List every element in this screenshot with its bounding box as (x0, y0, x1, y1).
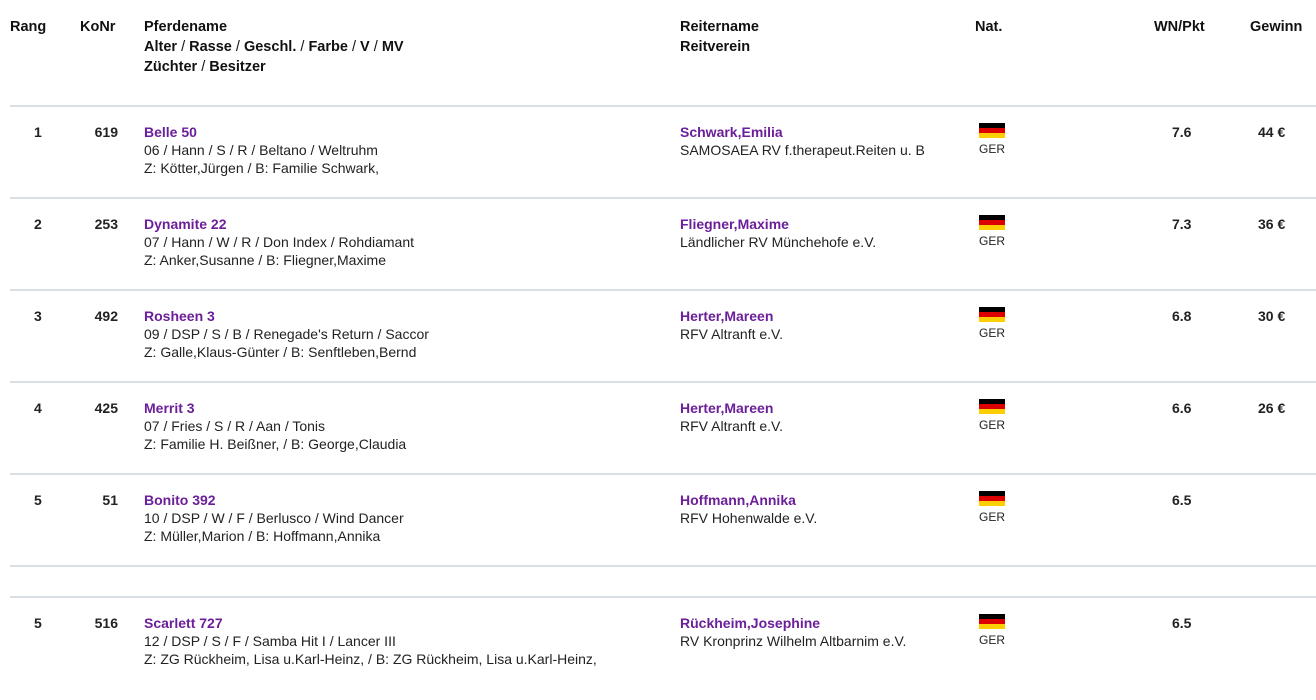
header-konr: KoNr (80, 19, 116, 35)
header-separator: / (177, 39, 190, 55)
header-field: Besitzer (209, 59, 266, 75)
header-nat: Nat. (975, 19, 1003, 35)
nation-code: GER (978, 633, 1005, 647)
breeder-owner: Z: Familie H. Beißner, / B: George,Claudia (144, 436, 407, 452)
germany-flag-icon (979, 614, 1005, 629)
horse-details: 07 / Hann / W / R / Don Index / Rohdiamant (144, 234, 415, 250)
rank: 4 (34, 400, 42, 416)
rider-cell (680, 614, 970, 650)
header-rang: Rang (10, 19, 47, 35)
start-number: 516 (94, 615, 118, 631)
rider-club: Ländlicher RV Münchehofe e.V. (680, 234, 877, 250)
nation-cell (978, 614, 1006, 647)
rider-name-link[interactable]: Rückheim,Josephine (680, 615, 821, 631)
row-divider (10, 596, 1316, 598)
breeder-owner: Z: Anker,Susanne / B: Fliegner,Maxime (144, 252, 387, 268)
nation-code: GER (978, 326, 1005, 340)
horse-name-link[interactable]: Scarlett 727 (144, 615, 223, 631)
rider-name-link[interactable]: Herter,Mareen (680, 308, 774, 324)
start-number: 619 (94, 124, 118, 140)
germany-flag-icon (979, 215, 1005, 230)
rider-club: SAMOSAEA RV f.therapeut.Reiten u. B (680, 142, 925, 158)
horse-name-link[interactable]: Rosheen 3 (144, 308, 215, 324)
horse-details: 12 / DSP / S / F / Samba Hit I / Lancer III (144, 633, 396, 649)
prize-money: 44 € (1258, 124, 1286, 140)
nation-cell (978, 307, 1006, 340)
header-pferd-line2 (144, 37, 404, 57)
germany-flag-icon (979, 307, 1005, 322)
rank: 2 (34, 216, 42, 232)
horse-cell (144, 399, 644, 453)
header-pferd-line3 (144, 57, 404, 77)
header-field: V (360, 39, 370, 55)
header-pferdename (144, 17, 404, 77)
header-separator: / (296, 39, 309, 55)
horse-name-link[interactable]: Dynamite 22 (144, 216, 227, 232)
horse-details: 10 / DSP / W / F / Berlusco / Wind Dancer (144, 510, 404, 526)
start-number: 51 (102, 492, 118, 508)
score: 7.6 (1172, 124, 1192, 140)
germany-flag-icon (979, 123, 1005, 138)
rider-cell (680, 491, 970, 527)
header-reiter-line1: Reitername (680, 19, 759, 35)
results-table-header (0, 0, 1316, 106)
header-reiter-line2: Reitverein (680, 39, 751, 55)
nation-code: GER (978, 510, 1005, 524)
row-divider (10, 565, 1316, 567)
nation-cell (978, 491, 1006, 524)
breeder-owner: Z: Kötter,Jürgen / B: Familie Schwark, (144, 160, 379, 176)
rider-club: RFV Altranft e.V. (680, 326, 783, 342)
prize-money: 26 € (1258, 400, 1286, 416)
rank: 5 (34, 492, 42, 508)
score: 7.3 (1172, 216, 1192, 232)
rider-cell (680, 307, 970, 343)
score: 6.5 (1172, 615, 1192, 631)
header-separator: / (369, 39, 382, 55)
header-reitername (680, 17, 759, 57)
nation-code: GER (978, 234, 1005, 248)
header-wn-pkt: WN/Pkt (1154, 19, 1205, 35)
rider-name-link[interactable]: Hoffmann,Annika (680, 492, 796, 508)
horse-cell (144, 491, 644, 545)
nation-cell (978, 399, 1006, 432)
row-divider (10, 289, 1316, 291)
rider-club: RFV Hohenwalde e.V. (680, 510, 818, 526)
horse-cell (144, 123, 644, 177)
horse-cell (144, 307, 644, 361)
breeder-owner: Z: ZG Rückheim, Lisa u.Karl-Heinz, / B: ZG Rückheim, Lisa u.Karl-Heinz, (144, 651, 597, 667)
prize-money: 30 € (1258, 308, 1286, 324)
header-field: Rasse (189, 39, 232, 55)
rider-name-link[interactable]: Fliegner,Maxime (680, 216, 789, 232)
header-field: MV (381, 39, 404, 55)
start-number: 492 (94, 308, 118, 324)
rider-cell (680, 399, 970, 435)
score: 6.8 (1172, 308, 1192, 324)
header-field: Farbe (308, 39, 348, 55)
row-divider (10, 473, 1316, 475)
row-divider (10, 197, 1316, 199)
rider-name-link[interactable]: Herter,Mareen (680, 400, 774, 416)
start-number: 425 (94, 400, 118, 416)
prize-money: 36 € (1258, 216, 1286, 232)
breeder-owner: Z: Galle,Klaus-Günter / B: Senftleben,Bernd (144, 344, 417, 360)
start-number: 253 (94, 216, 118, 232)
rider-name-link[interactable]: Schwark,Emilia (680, 124, 783, 140)
nation-cell (978, 123, 1006, 156)
rider-club: RV Kronprinz Wilhelm Altbarnim e.V. (680, 633, 907, 649)
breeder-owner: Z: Müller,Marion / B: Hoffmann,Annika (144, 528, 381, 544)
header-pferd-line1: Pferdename (144, 19, 228, 35)
score: 6.6 (1172, 400, 1192, 416)
rider-cell (680, 123, 970, 159)
header-separator: / (347, 39, 361, 55)
horse-details: 07 / Fries / S / R / Aan / Tonis (144, 418, 326, 434)
nation-cell (978, 215, 1006, 248)
row-divider (10, 105, 1316, 107)
horse-details: 09 / DSP / S / B / Renegade's Return / Saccor (144, 326, 429, 342)
header-field: Züchter (144, 59, 198, 75)
horse-cell (144, 215, 644, 269)
rank: 1 (34, 124, 42, 140)
header-separator: / (231, 39, 244, 55)
nation-code: GER (978, 418, 1005, 432)
horse-details: 06 / Hann / S / R / Beltano / Weltruhm (144, 142, 378, 158)
rider-club: RFV Altranft e.V. (680, 418, 783, 434)
row-divider (10, 381, 1316, 383)
rank: 5 (34, 615, 42, 631)
horse-cell (144, 614, 644, 668)
rank: 3 (34, 308, 42, 324)
header-gewinn: Gewinn (1250, 19, 1303, 35)
germany-flag-icon (979, 491, 1005, 506)
header-field: Geschl. (243, 39, 297, 55)
rider-cell (680, 215, 970, 251)
score: 6.5 (1172, 492, 1192, 508)
germany-flag-icon (979, 399, 1005, 414)
horse-name-link[interactable]: Merrit 3 (144, 400, 195, 416)
horse-name-link[interactable]: Belle 50 (144, 124, 197, 140)
header-separator: / (197, 59, 210, 75)
nation-code: GER (978, 142, 1005, 156)
header-field: Alter (144, 39, 178, 55)
horse-name-link[interactable]: Bonito 392 (144, 492, 216, 508)
